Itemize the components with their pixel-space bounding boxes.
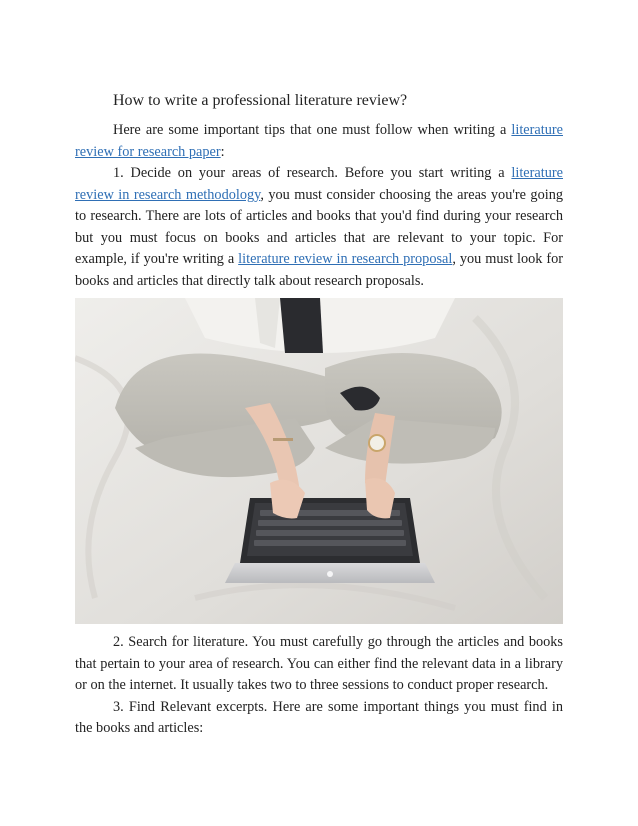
laptop-photo-illustration: [75, 298, 563, 624]
step1-text-1: 1. Decide on your areas of research. Before you start writing a: [113, 165, 512, 181]
intro-paragraph: [75, 120, 563, 163]
intro-suffix: :: [220, 143, 225, 160]
page-title: How to write a professional literature review?: [113, 92, 408, 109]
literature-review-research-paper-link[interactable]: literature review for research paper: [75, 122, 563, 160]
step1-text-3: , you must look for books and articles that directly talk about research proposals.: [75, 251, 563, 289]
laptop-photo: [75, 298, 563, 624]
step1-text-2: , you must consider choosing the areas you're going to research. There are lots of articles and books that you'd find during your research but you must focus on books and articles that are relevant to your topic. For example, if you're writing a: [75, 186, 563, 267]
step3-paragraph: 3. Find Relevant excerpts. Here are some important things you must find in the books and articles:: [75, 698, 563, 736]
document-body: [75, 90, 563, 740]
step2-paragraph: 2. Search for literature. You must carefully go through the articles and books that pertain to your area of research. You can either find the relevant data in a library or on the internet. It usually takes two to three sessions to conduct proper research.: [75, 634, 563, 693]
intro-text: Here are some important tips that one must follow when writing a: [113, 122, 512, 138]
literature-review-proposal-link[interactable]: literature review in research proposal: [238, 251, 453, 267]
step1-paragraph: [75, 163, 563, 292]
literature-review-methodology-link[interactable]: literature review in research methodology: [75, 165, 563, 203]
